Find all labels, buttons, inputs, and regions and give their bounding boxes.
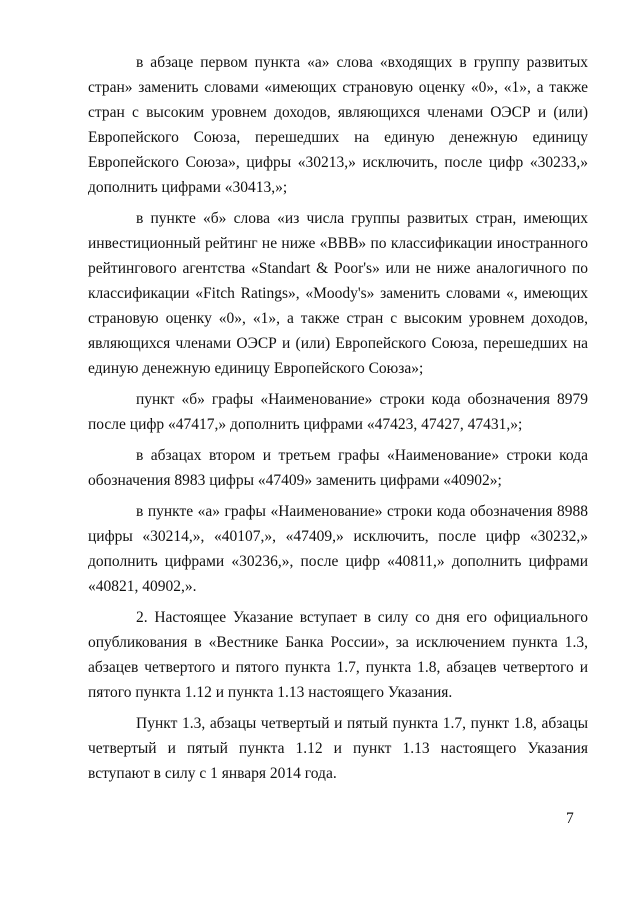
body-text: [88, 50, 588, 792]
page-number: 7: [566, 810, 574, 827]
paragraph-amendment-b: в пункте «б» слова «из числа группы развитых стран, имеющих инвестиционный рейтинг не ниже «BBB» по классификации иностранного рейтингового агентства «Standart & Poor's» или не ниже аналогичного по классификации «Fitch Ratings», «Moody's» заменить словами «, имеющих страновую оценку «0», «1», а также стран с высоким уровнем доходов, являющихся членами ОЭСР и (или) Европейского Союза, перешедших на единую денежную единицу Европейского Союза»;: [88, 210, 588, 377]
paragraph-code-8988: в пункте «а» графы «Наименование» строки кода обозначения 8988 цифры «30214,», «40107,», «47409,» исключить, после цифр «30232,» дополнить цифрами «30236,», после цифр «40811,» дополнить цифрами «40821, 40902,».: [88, 503, 588, 595]
paragraph-code-8979: пункт «б» графы «Наименование» строки кода обозначения 8979 после цифр «47417,» дополнить цифрами «47423, 47427, 47431,»;: [88, 391, 588, 433]
paragraph-code-8983: в абзацах втором и третьем графы «Наименование» строки кода обозначения 8983 цифры «47409» заменить цифрами «40902»;: [88, 447, 588, 489]
paragraph-effective-date: 2. Настоящее Указание вступает в силу со дня его официального опубликования в «Вестнике Банка России», за исключением пункта 1.3, абзацев четвертого и пятого пункта 1.7, пункта 1.8, абзацев четвертого и пятого пункта 1.12 и пункта 1.13 настоящего Указания.: [88, 609, 588, 701]
paragraph-exceptions-date: Пункт 1.3, абзацы четвертый и пятый пункта 1.7, пункт 1.8, абзацы четвертый и пятый пункта 1.12 и пункт 1.13 настоящего Указания вступают в силу с 1 января 2014 года.: [88, 715, 588, 782]
paragraph-amendment-a: в абзаце первом пункта «а» слова «входящих в группу развитых стран» заменить словами «имеющих страновую оценку «0», «1», а также стран с высоким уровнем доходов, являющихся членами ОЭСР и (или) Европейского Союза, перешедших на единую денежную единицу Европейского Союза», цифры «30213,» исключить, после цифр «30233,» дополнить цифрами «30413,»;: [88, 54, 588, 196]
